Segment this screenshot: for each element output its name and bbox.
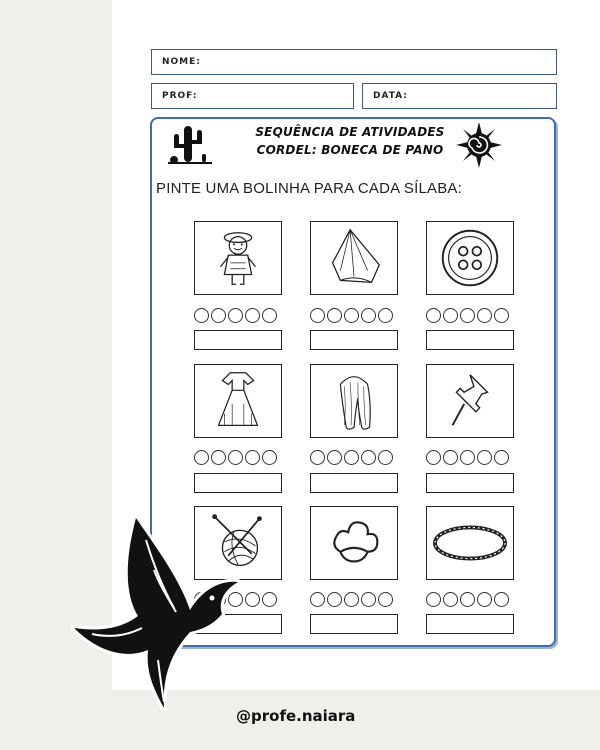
syllable-dot[interactable] <box>443 308 458 323</box>
picture-box-4 <box>194 364 282 438</box>
date-label: DATA: <box>373 91 408 101</box>
syllable-dot[interactable] <box>327 308 342 323</box>
syllable-dots-9 <box>426 592 509 607</box>
syllable-dot[interactable] <box>443 450 458 465</box>
syllable-dots-6 <box>426 450 509 465</box>
answer-box-3[interactable] <box>426 330 514 350</box>
syllable-dot[interactable] <box>344 592 359 607</box>
syllable-dot[interactable] <box>460 450 475 465</box>
syllable-dots-2 <box>310 308 393 323</box>
instruction-text: PINTE UMA BOLINHA PARA CADA SÍLABA: <box>156 180 462 197</box>
syllable-dot[interactable] <box>426 592 441 607</box>
syllable-dot[interactable] <box>378 450 393 465</box>
syllable-dots-1 <box>194 308 277 323</box>
syllable-dot[interactable] <box>262 450 277 465</box>
syllable-dot[interactable] <box>228 308 243 323</box>
syllable-dot[interactable] <box>194 450 209 465</box>
syllable-dot[interactable] <box>378 308 393 323</box>
answer-box-8[interactable] <box>310 614 398 634</box>
rope-ring-icon <box>427 507 513 579</box>
syllable-dot[interactable] <box>460 308 475 323</box>
syllable-dots-5 <box>310 450 393 465</box>
cactus-icon <box>168 122 212 166</box>
answer-box-5[interactable] <box>310 473 398 493</box>
hair-icon <box>311 365 397 437</box>
syllable-dot[interactable] <box>194 308 209 323</box>
syllable-dot[interactable] <box>426 308 441 323</box>
syllable-dot[interactable] <box>245 450 260 465</box>
syllable-dot[interactable] <box>361 308 376 323</box>
answer-box-2[interactable] <box>310 330 398 350</box>
syllable-dot[interactable] <box>310 308 325 323</box>
title-line-1: SEQUÊNCIA DE ATIVIDADES <box>255 125 445 139</box>
sun-icon <box>456 122 502 168</box>
picture-box-9 <box>426 506 514 580</box>
picture-box-2 <box>310 221 398 295</box>
syllable-dot[interactable] <box>378 592 393 607</box>
cloth-icon <box>311 222 397 294</box>
answer-box-9[interactable] <box>426 614 514 634</box>
syllable-dot[interactable] <box>310 450 325 465</box>
cotton-icon <box>311 507 397 579</box>
syllable-dot[interactable] <box>344 308 359 323</box>
syllable-dot[interactable] <box>211 308 226 323</box>
syllable-dots-3 <box>426 308 509 323</box>
pushpin-icon <box>427 365 513 437</box>
syllable-dot[interactable] <box>361 450 376 465</box>
syllable-dot[interactable] <box>477 308 492 323</box>
answer-box-1[interactable] <box>194 330 282 350</box>
syllable-dot[interactable] <box>443 592 458 607</box>
syllable-dot[interactable] <box>228 450 243 465</box>
answer-box-6[interactable] <box>426 473 514 493</box>
syllable-dot[interactable] <box>477 592 492 607</box>
author-handle: @profe.naiara <box>236 707 356 725</box>
answer-box-4[interactable] <box>194 473 282 493</box>
syllable-dot[interactable] <box>310 592 325 607</box>
syllable-dot[interactable] <box>211 450 226 465</box>
syllable-dot[interactable] <box>327 450 342 465</box>
syllable-dot[interactable] <box>327 592 342 607</box>
syllable-dot[interactable] <box>426 450 441 465</box>
syllable-dot[interactable] <box>245 308 260 323</box>
picture-box-5 <box>310 364 398 438</box>
syllable-dot[interactable] <box>494 450 509 465</box>
teacher-label: PROF: <box>162 91 198 101</box>
button-icon <box>427 222 513 294</box>
name-field[interactable] <box>151 49 557 75</box>
date-field[interactable] <box>362 83 557 109</box>
swallow-bird-icon <box>62 510 252 725</box>
teacher-field[interactable] <box>151 83 354 109</box>
syllable-dot[interactable] <box>477 450 492 465</box>
picture-box-3 <box>426 221 514 295</box>
name-label: NOME: <box>162 57 201 67</box>
picture-box-8 <box>310 506 398 580</box>
picture-box-6 <box>426 364 514 438</box>
syllable-dot[interactable] <box>262 308 277 323</box>
syllable-dot[interactable] <box>494 592 509 607</box>
picture-box-1 <box>194 221 282 295</box>
syllable-dot[interactable] <box>361 592 376 607</box>
syllable-dots-4 <box>194 450 277 465</box>
title-line-2: CORDEL: BONECA DE PANO <box>256 143 444 157</box>
syllable-dots-8 <box>310 592 393 607</box>
rag-doll-icon <box>195 222 281 294</box>
syllable-dot[interactable] <box>262 592 277 607</box>
syllable-dot[interactable] <box>494 308 509 323</box>
syllable-dot[interactable] <box>460 592 475 607</box>
syllable-dot[interactable] <box>344 450 359 465</box>
dress-icon <box>195 365 281 437</box>
worksheet-title <box>240 123 460 159</box>
